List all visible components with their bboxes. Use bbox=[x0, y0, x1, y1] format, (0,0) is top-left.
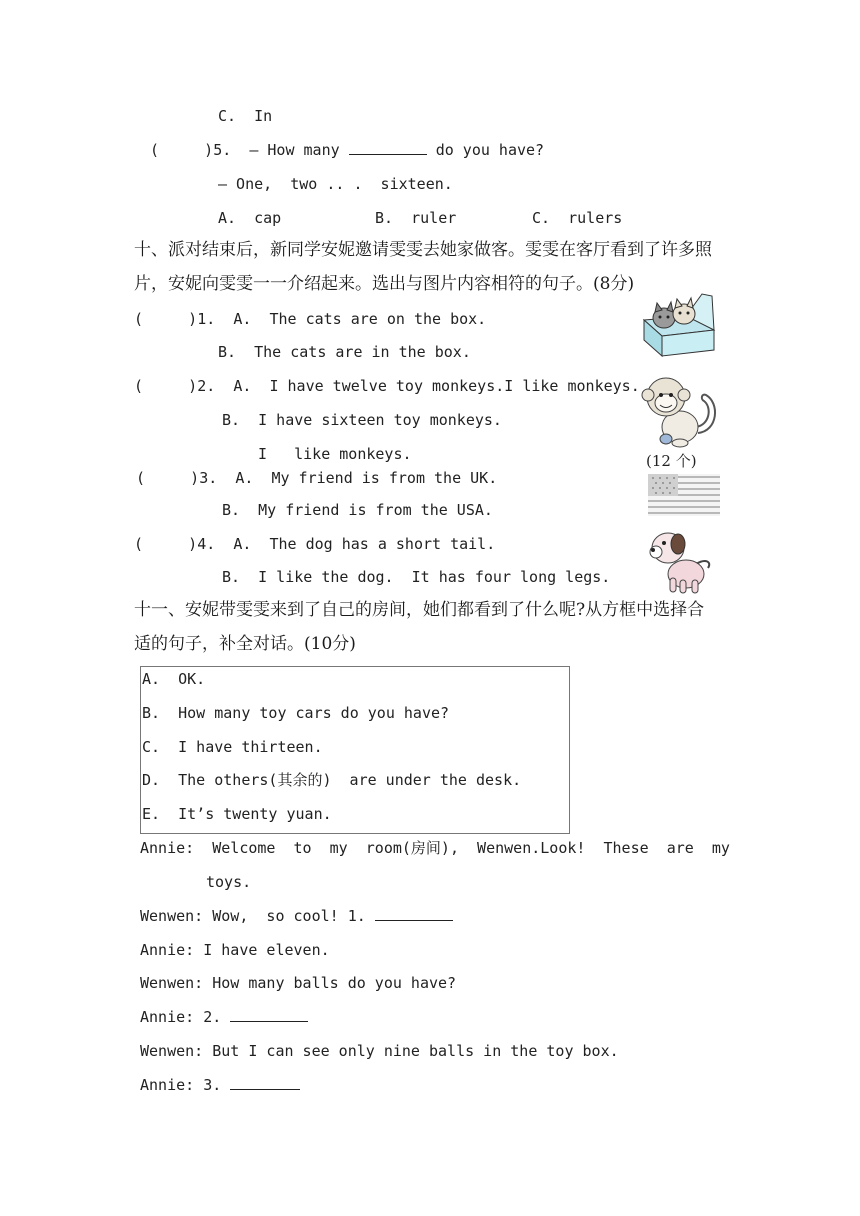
q5-question bbox=[150, 140, 544, 160]
s10-q4-option-b: B. I like the dog. It has four long legs. bbox=[222, 568, 611, 586]
dog-picture bbox=[646, 528, 716, 594]
choice-c: C. I have thirteen. bbox=[142, 738, 323, 756]
s10-q4-option-a: ( )4. A. The dog has a short tail. bbox=[134, 535, 496, 553]
section10-heading-line1: 十、派对结束后，新同学安妮邀请雯雯去她家做客。雯雯在客厅看到了许多照 bbox=[134, 240, 712, 260]
q5-answer-line: — One, two .. . sixteen. bbox=[218, 175, 453, 193]
choice-e: E. It’s twenty yuan. bbox=[142, 805, 332, 823]
choice-d: D. The others(其余的) are under the desk. bbox=[142, 771, 522, 789]
s10-q2-option-b: B. I have sixteen toy monkeys. bbox=[222, 411, 502, 429]
dialogue-line-5-text: Annie: 2. bbox=[140, 1008, 231, 1026]
dialogue-line-1: Annie: Welcome to my room(房间), Wenwen.Look! These are my bbox=[140, 839, 730, 857]
dialogue-line-5 bbox=[140, 1007, 308, 1027]
q4-option-c: C. In bbox=[218, 107, 273, 125]
dialogue-line-2-text: Wenwen: Wow, so cool! 1. bbox=[140, 907, 375, 925]
section11-heading-line2: 适的句子，补全对话。(10分) bbox=[134, 634, 356, 654]
s10-q1-option-b: B. The cats are in the box. bbox=[218, 343, 471, 361]
s10-q1-option-a: ( )1. A. The cats are on the box. bbox=[134, 310, 487, 328]
monkey-count-caption: (12 个) bbox=[646, 452, 697, 470]
dialogue-line-3: Annie: I have eleven. bbox=[140, 941, 330, 959]
monkey-picture bbox=[640, 373, 724, 449]
blank-1[interactable] bbox=[375, 906, 453, 921]
q5-suffix: do you have? bbox=[426, 141, 545, 159]
dialogue-line-7 bbox=[140, 1075, 300, 1095]
s10-q2-option-b-cont: I like monkeys. bbox=[258, 445, 412, 463]
s10-q3-option-a: ( )3. A. My friend is from the UK. bbox=[136, 469, 498, 487]
usa-flag-picture bbox=[648, 474, 720, 516]
q5-answer-blank[interactable] bbox=[349, 140, 427, 155]
dialogue-line-7-text: Annie: 3. bbox=[140, 1076, 231, 1094]
choice-b: B. How many toy cars do you have? bbox=[142, 704, 450, 722]
section10-heading-line2: 片，安妮向雯雯一一介绍起来。选出与图片内容相符的句子。(8分) bbox=[134, 274, 635, 294]
section11-heading-line1: 十一、安妮带雯雯来到了自己的房间，她们都看到了什么呢?从方框中选择合 bbox=[134, 600, 705, 620]
s10-q2-option-a: ( )2. A. I have twelve toy monkeys.I like monkeys. bbox=[134, 377, 640, 395]
blank-3[interactable] bbox=[230, 1075, 300, 1090]
cats-in-box-picture bbox=[640, 290, 716, 360]
q5-option-a: A. cap bbox=[218, 209, 282, 227]
q5-prefix: ( )5. — How many bbox=[150, 141, 349, 159]
dialogue-line-1-cont: toys. bbox=[206, 873, 252, 891]
s10-q3-option-b: B. My friend is from the USA. bbox=[222, 501, 493, 519]
q5-option-b: B. ruler bbox=[375, 209, 457, 227]
choice-a: A. OK. bbox=[142, 670, 206, 688]
dialogue-line-4: Wenwen: How many balls do you have? bbox=[140, 974, 457, 992]
blank-2[interactable] bbox=[230, 1007, 308, 1022]
q5-option-c: C. rulers bbox=[532, 209, 623, 227]
dialogue-line-6: Wenwen: But I can see only nine balls in the toy box. bbox=[140, 1042, 619, 1060]
dialogue-line-2 bbox=[140, 906, 453, 926]
